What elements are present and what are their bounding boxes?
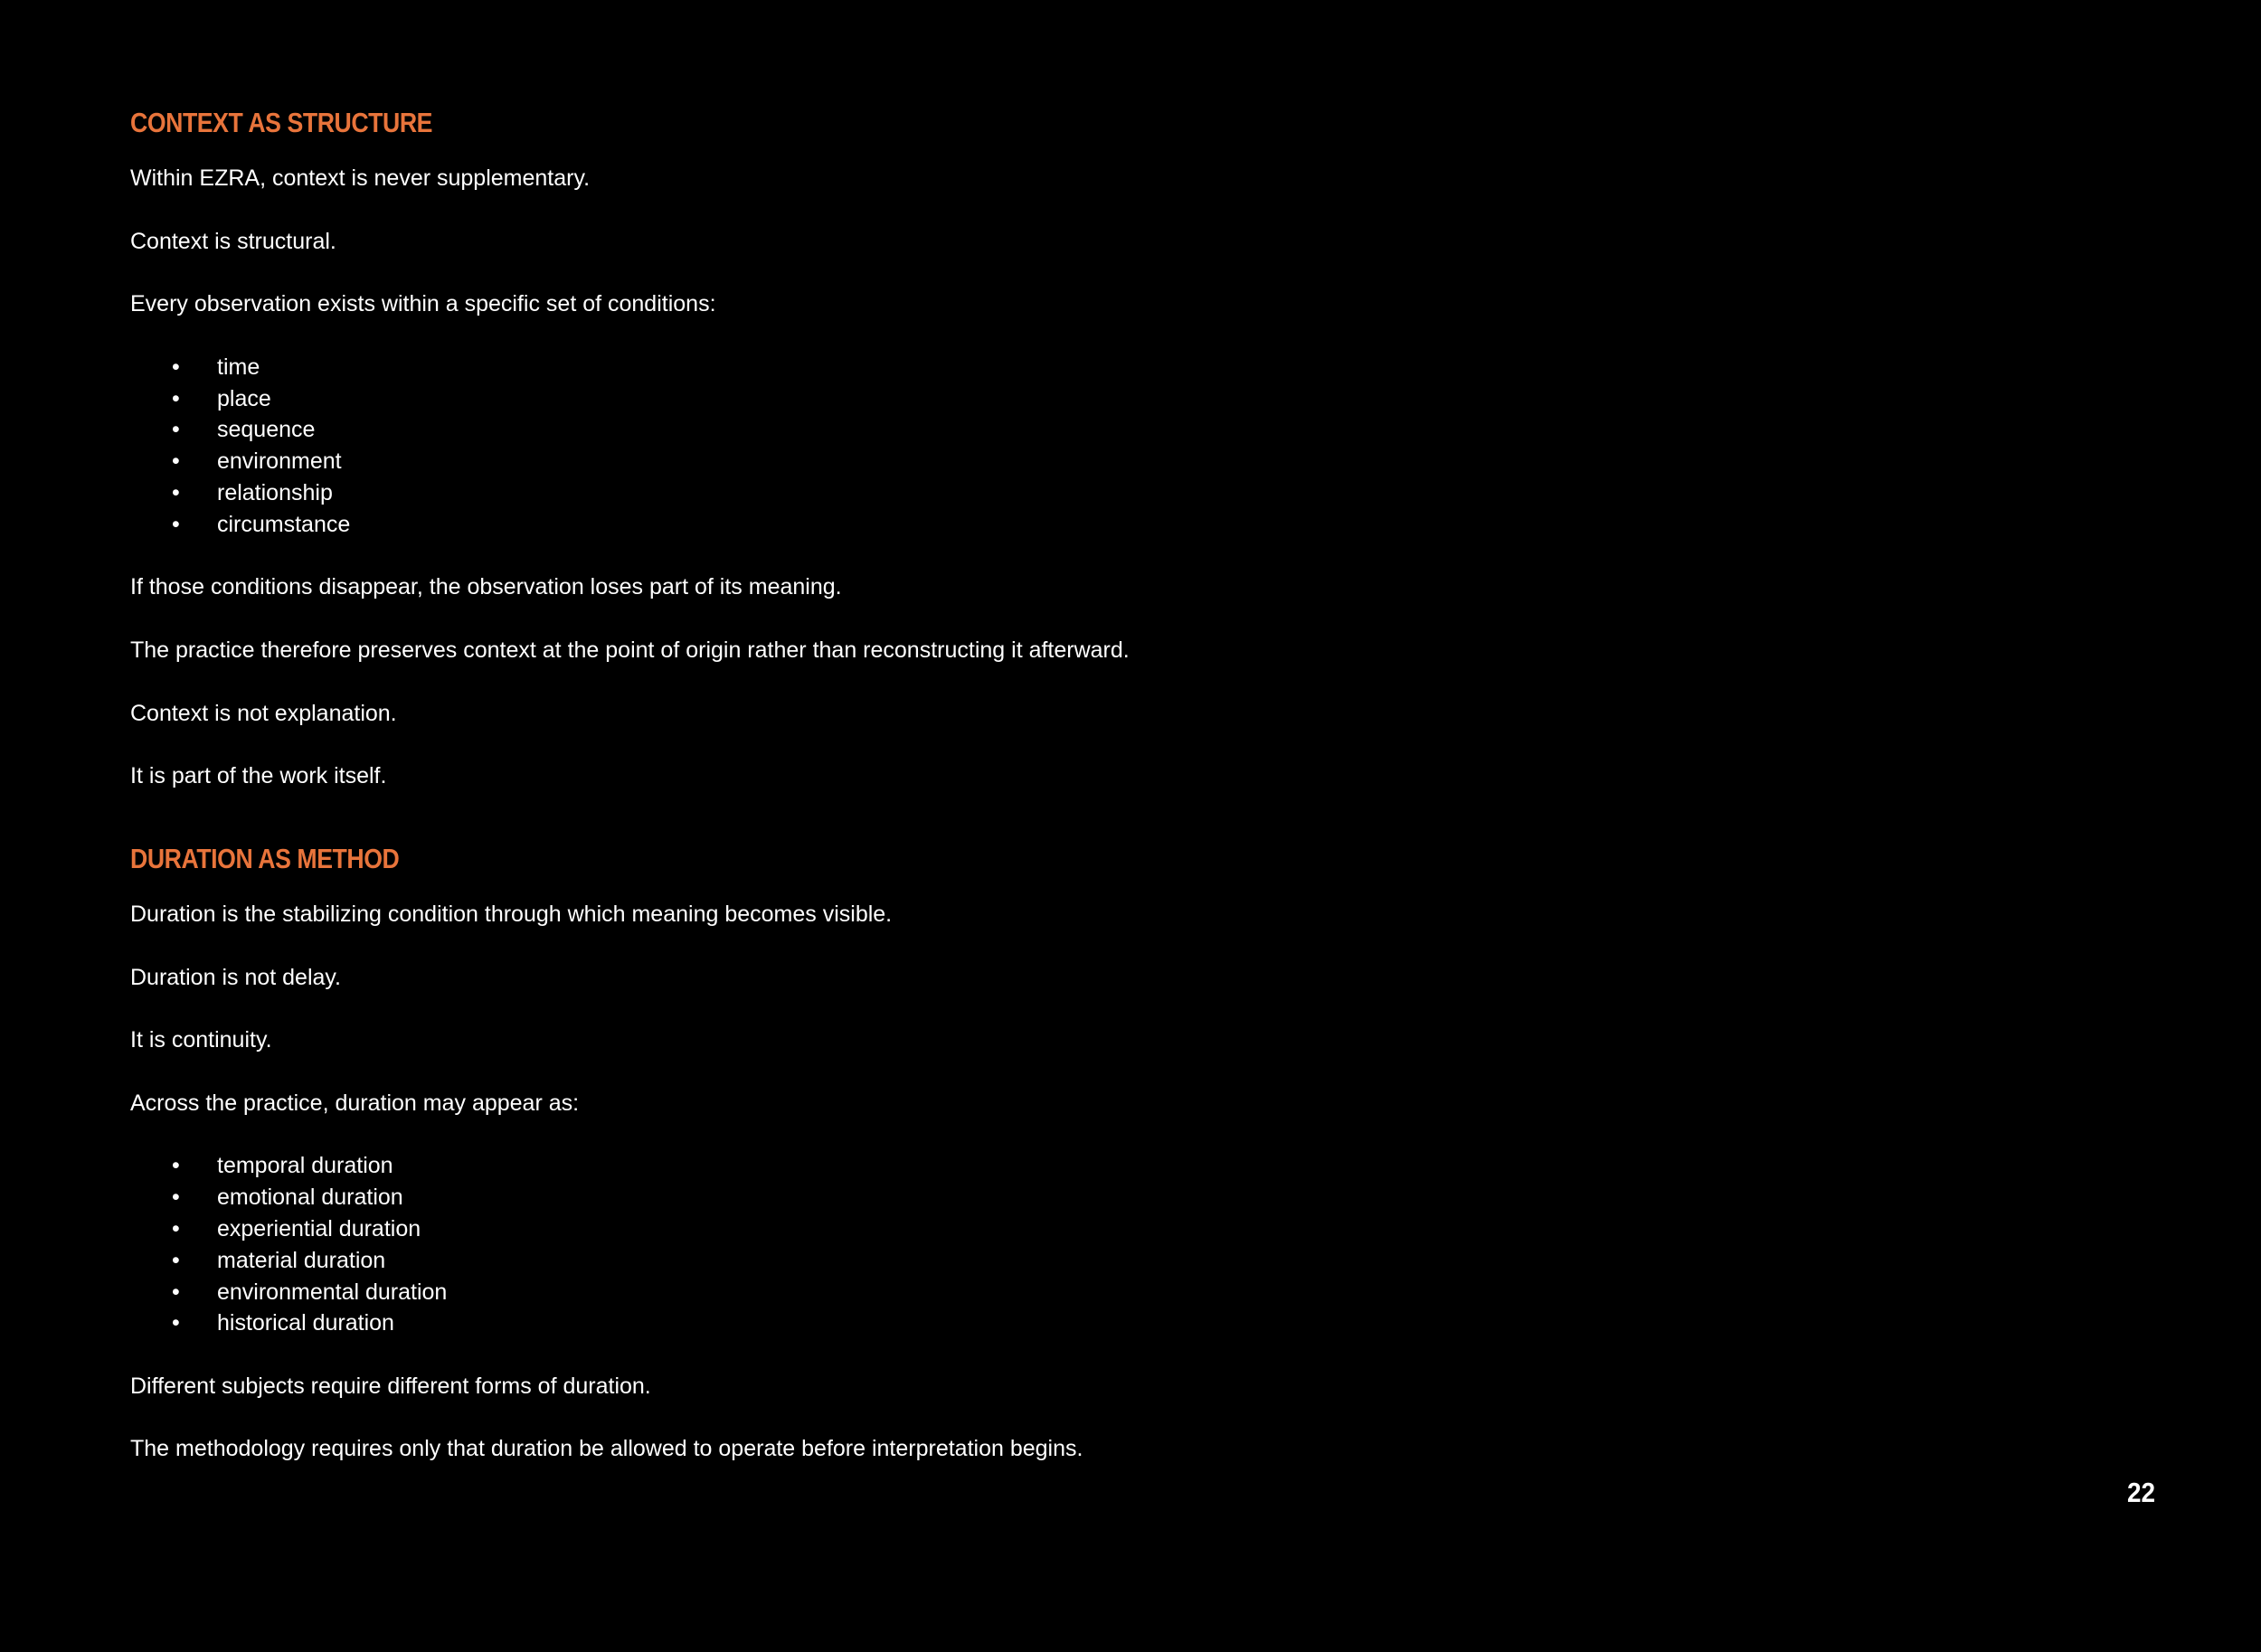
duration-types-list — [130, 1150, 2029, 1339]
paragraph: Duration is the stabilizing condition through which meaning becomes visible. — [130, 901, 893, 927]
list-item: • emotional duration — [130, 1182, 2029, 1213]
list-item: • environment — [130, 446, 2029, 477]
list-item: • experiential duration — [130, 1213, 2029, 1245]
paragraph: Across the practice, duration may appear as: — [130, 1090, 580, 1116]
section-context-as-structure — [130, 99, 2029, 792]
paragraph: Context is structural. — [130, 228, 336, 254]
paragraph: It is continuity. — [130, 1027, 272, 1053]
section-heading: CONTEXT AS STRUCTURE — [130, 107, 433, 138]
list-item: • relationship — [130, 477, 2029, 509]
page-number: 22 — [2127, 1477, 2156, 1508]
conditions-list — [130, 352, 2029, 541]
list-item: • sequence — [130, 414, 2029, 446]
list-item: • circumstance — [130, 509, 2029, 541]
paragraph: Duration is not delay. — [130, 964, 341, 990]
list-item: • temporal duration — [130, 1150, 2029, 1182]
list-item: • historical duration — [130, 1307, 2029, 1339]
paragraph: Within EZRA, context is never supplementary. — [130, 165, 591, 191]
list-item: • place — [130, 383, 2029, 415]
section-duration-as-method — [130, 835, 2029, 1465]
list-item: • environmental duration — [130, 1277, 2029, 1308]
paragraph: The methodology requires only that duration be allowed to operate before interpretation begins. — [130, 1436, 1083, 1462]
paragraph: Every observation exists within a specific set of conditions: — [130, 291, 716, 317]
paragraph: Context is not explanation. — [130, 700, 397, 726]
paragraph: Different subjects require different forms of duration. — [130, 1373, 651, 1399]
paragraph: It is part of the work itself. — [130, 763, 387, 789]
document-page — [130, 99, 2029, 1465]
paragraph: The practice therefore preserves context at the point of origin rather than reconstructing it afterward. — [130, 637, 1130, 663]
paragraph: If those conditions disappear, the observation loses part of its meaning. — [130, 574, 842, 600]
list-item: • time — [130, 352, 2029, 383]
list-item: • material duration — [130, 1245, 2029, 1277]
section-heading: DURATION AS METHOD — [130, 842, 400, 874]
